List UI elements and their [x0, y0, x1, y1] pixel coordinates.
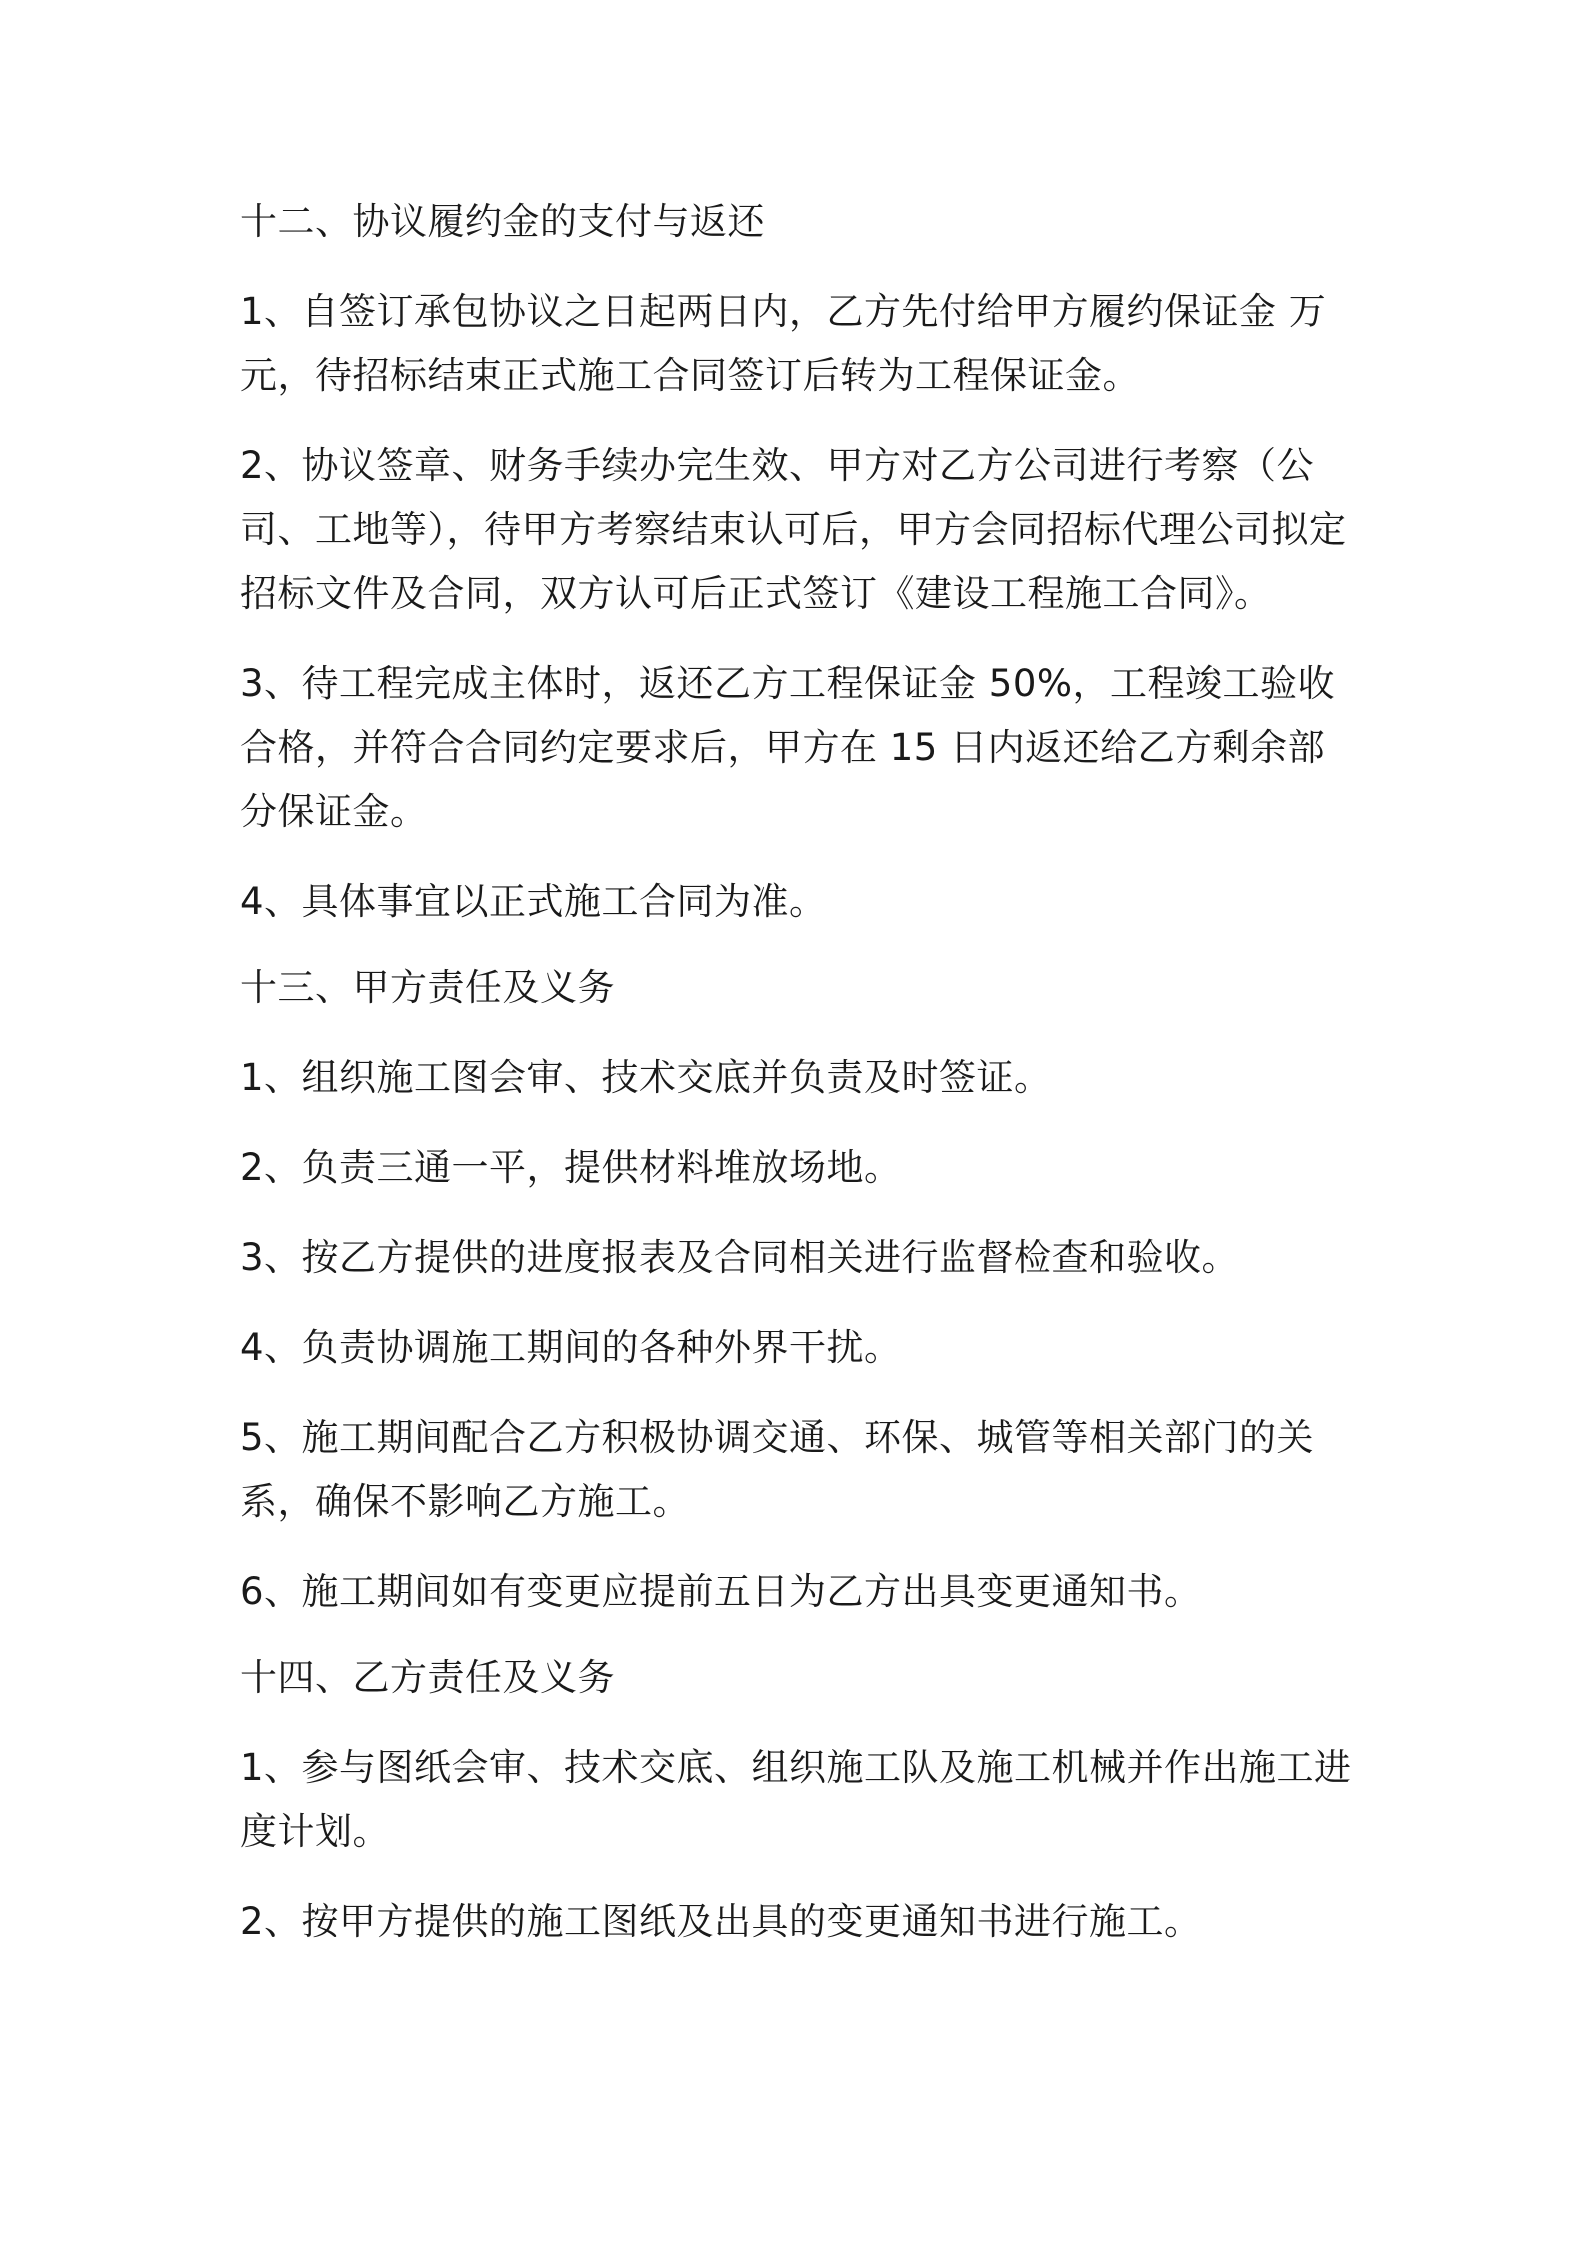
section-13-item-6: 6、施工期间如有变更应提前五日为乙方出具变更通知书。	[240, 1570, 1202, 1613]
section-13-item-5: 5、施工期间配合乙方积极协调交通、环保、城管等相关部门的关系，确保不影响乙方施工。	[240, 1416, 1315, 1523]
section-heading-12: 十二、协议履约金的支付与返还	[240, 200, 765, 243]
section-14-item-2: 2、按甲方提供的施工图纸及出具的变更通知书进行施工。	[240, 1900, 1202, 1943]
section-12-item-3: 3、待工程完成主体时，返还乙方工程保证金 50%，工程竣工验收合格，并符合合同约定要求后，甲方在 15 日内返还给乙方剩余部分保证金。	[240, 662, 1336, 833]
document-page	[240, 190, 1360, 1980]
section-14-item-1: 1、参与图纸会审、技术交底、组织施工队及施工机械并作出施工进度计划。	[240, 1746, 1352, 1853]
section-heading-14: 十四、乙方责任及义务	[240, 1656, 615, 1699]
section-heading-13: 十三、甲方责任及义务	[240, 966, 615, 1009]
section-13-item-2: 2、负责三通一平，提供材料堆放场地。	[240, 1146, 902, 1189]
section-12-item-2: 2、协议签章、财务手续办完生效、甲方对乙方公司进行考察（公司、工地等），待甲方考察结束认可后，甲方会同招标代理公司拟定招标文件及合同，双方认可后正式签订《建设工程施工合同》。	[240, 444, 1347, 615]
section-13-item-3: 3、按乙方提供的进度报表及合同相关进行监督检查和验收。	[240, 1236, 1240, 1279]
section-12-item-4: 4、具体事宜以正式施工合同为准。	[240, 880, 827, 923]
section-13-item-1: 1、组织施工图会审、技术交底并负责及时签证。	[240, 1056, 1052, 1099]
section-12-item-1: 1、自签订承包协议之日起两日内，乙方先付给甲方履约保证金 万元，待招标结束正式施工合同签订后转为工程保证金。	[240, 290, 1327, 397]
section-13-item-4: 4、负责协调施工期间的各种外界干扰。	[240, 1326, 902, 1369]
